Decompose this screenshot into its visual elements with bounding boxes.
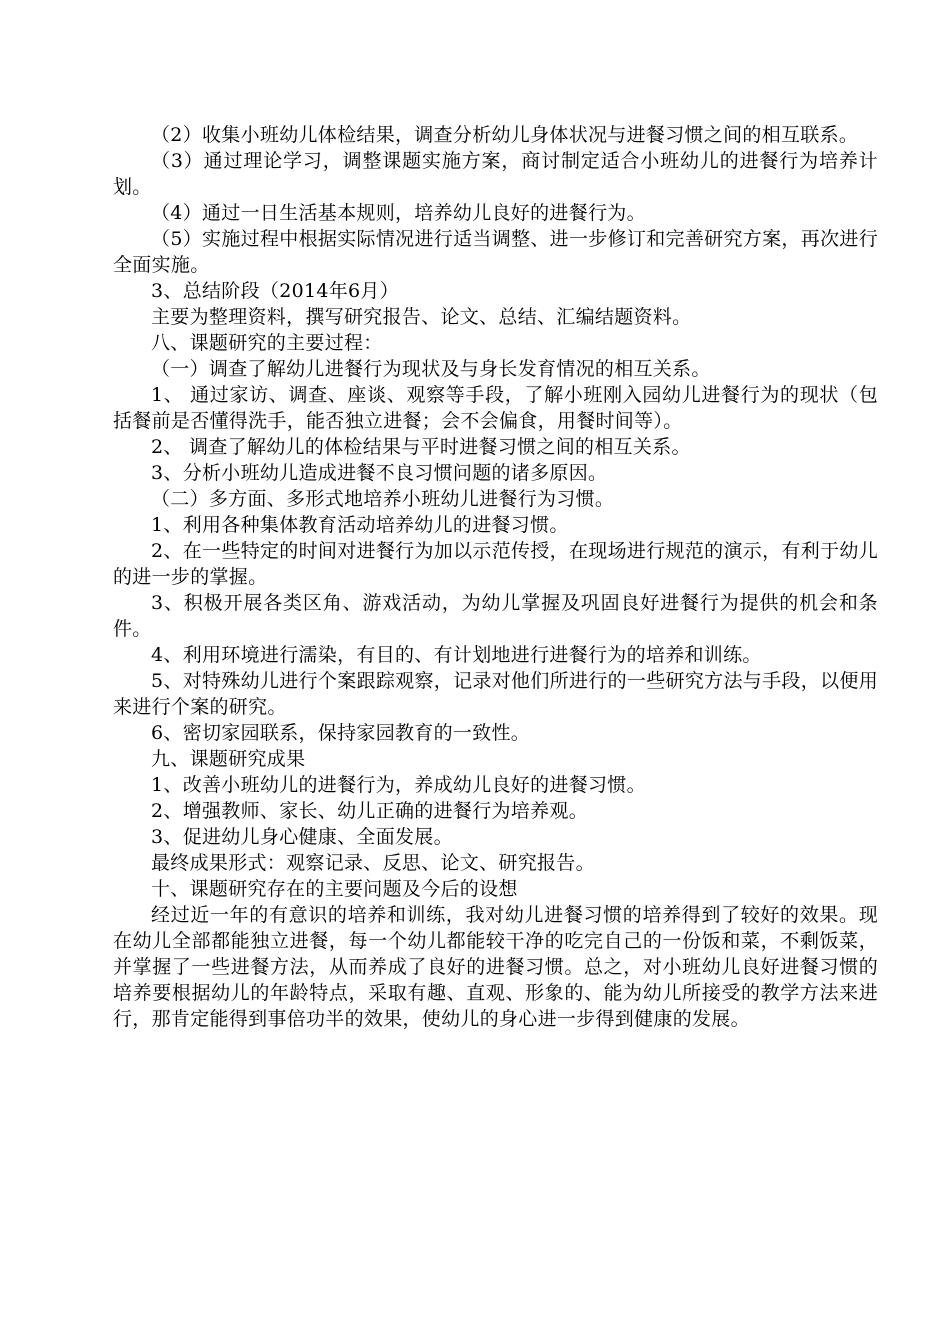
heading-section-8: 八、课题研究的主要过程： (151, 332, 383, 354)
heading-summary-stage: 3、总结阶段（2014年6月） (151, 280, 400, 302)
list-item: 3、分析小班幼儿造成进餐不良习惯问题的诸多原因。 (151, 462, 608, 484)
list-item: 1、利用各种集体教育活动培养幼儿的进餐习惯。 (151, 514, 569, 536)
paragraph-summary-stage: 主要为整理资料，撰写研究报告、论文、总结、汇编结题资料。 (151, 306, 692, 328)
list-item: 4、利用环境进行濡染，有目的、有计划地进行进餐行为的培养和训练。 (151, 644, 762, 666)
paragraph-step-4: （4）通过一日生活基本规则，培养幼儿良好的进餐行为。 (151, 202, 646, 224)
heading-subsection-1: （一）调查了解幼儿进餐行为现状及与身长发育情况的相互关系。 (151, 358, 711, 380)
paragraph-step-3: （3）通过理论学习，调整课题实施方案，商讨制定适合小班幼儿的进餐行为培养计划。 (113, 150, 878, 198)
list-item: 2、在一些特定的时间对进餐行为加以示范传授，在现场进行规范的演示，有利于幼儿的进一步的掌握。 (113, 540, 878, 588)
heading-section-10: 十、课题研究存在的主要问题及今后的设想 (151, 878, 518, 900)
paragraph-step-5: （5）实施过程中根据实际情况进行适当调整、进一步修订和完善研究方案，再次进行全面实施。 (113, 228, 878, 276)
paragraph-conclusion: 经过近一年的有意识的培养和训练，我对幼儿进餐习惯的培养得到了较好的效果。现在幼儿全部都能独立进餐，每一个幼儿都能较干净的吃完自己的一份饭和菜，不剩饭菜，并掌握了一些进餐方法，从而养成了良好的进餐习惯。总之，对小班幼儿良好进餐习惯的培养要根据幼儿的年龄特点，采取有趣、直观、形象的、能为幼儿所接受的教学方法来进行，那肯定能得到事倍功半的效果，使幼儿的身心进一步得到健康的发展。 (113, 904, 878, 1030)
paragraph-final-outcome: 最终成果形式：观察记录、反思、论文、研究报告。 (151, 852, 595, 874)
list-item: 1、 通过家访、调查、座谈、观察等手段，了解小班刚入园幼儿进餐行为的现状（包括餐前是否懂得洗手，能否独立进餐；会不会偏食，用餐时间等）。 (113, 384, 878, 432)
heading-subsection-2: （二）多方面、多形式地培养小班幼儿进餐行为习惯。 (151, 488, 615, 510)
list-item: 6、密切家园联系，保持家园教育的一致性。 (151, 722, 531, 744)
list-item: 2、 调查了解幼儿的体检结果与平时进餐习惯之间的相互关系。 (151, 436, 691, 458)
list-item: 3、积极开展各类区角、游戏活动，为幼儿掌握及巩固良好进餐行为提供的机会和条件。 (113, 592, 878, 640)
list-item: 1、改善小班幼儿的进餐行为，养成幼儿良好的进餐习惯。 (151, 774, 646, 796)
list-item: 2、增强教师、家长、幼儿正确的进餐行为培养观。 (151, 800, 588, 822)
list-item: 3、促进幼儿身心健康、全面发展。 (151, 826, 453, 848)
heading-section-9: 九、课题研究成果 (151, 748, 306, 770)
list-item: 5、对特殊幼儿进行个案跟踪观察，记录对他们所进行的一些研究方法与手段，以便用来进行个案的研究。 (113, 670, 878, 718)
document-page (113, 122, 878, 1032)
paragraph-step-2: （2）收集小班幼儿体检结果，调查分析幼儿身体状况与进餐习惯之间的相互联系。 (151, 124, 859, 146)
